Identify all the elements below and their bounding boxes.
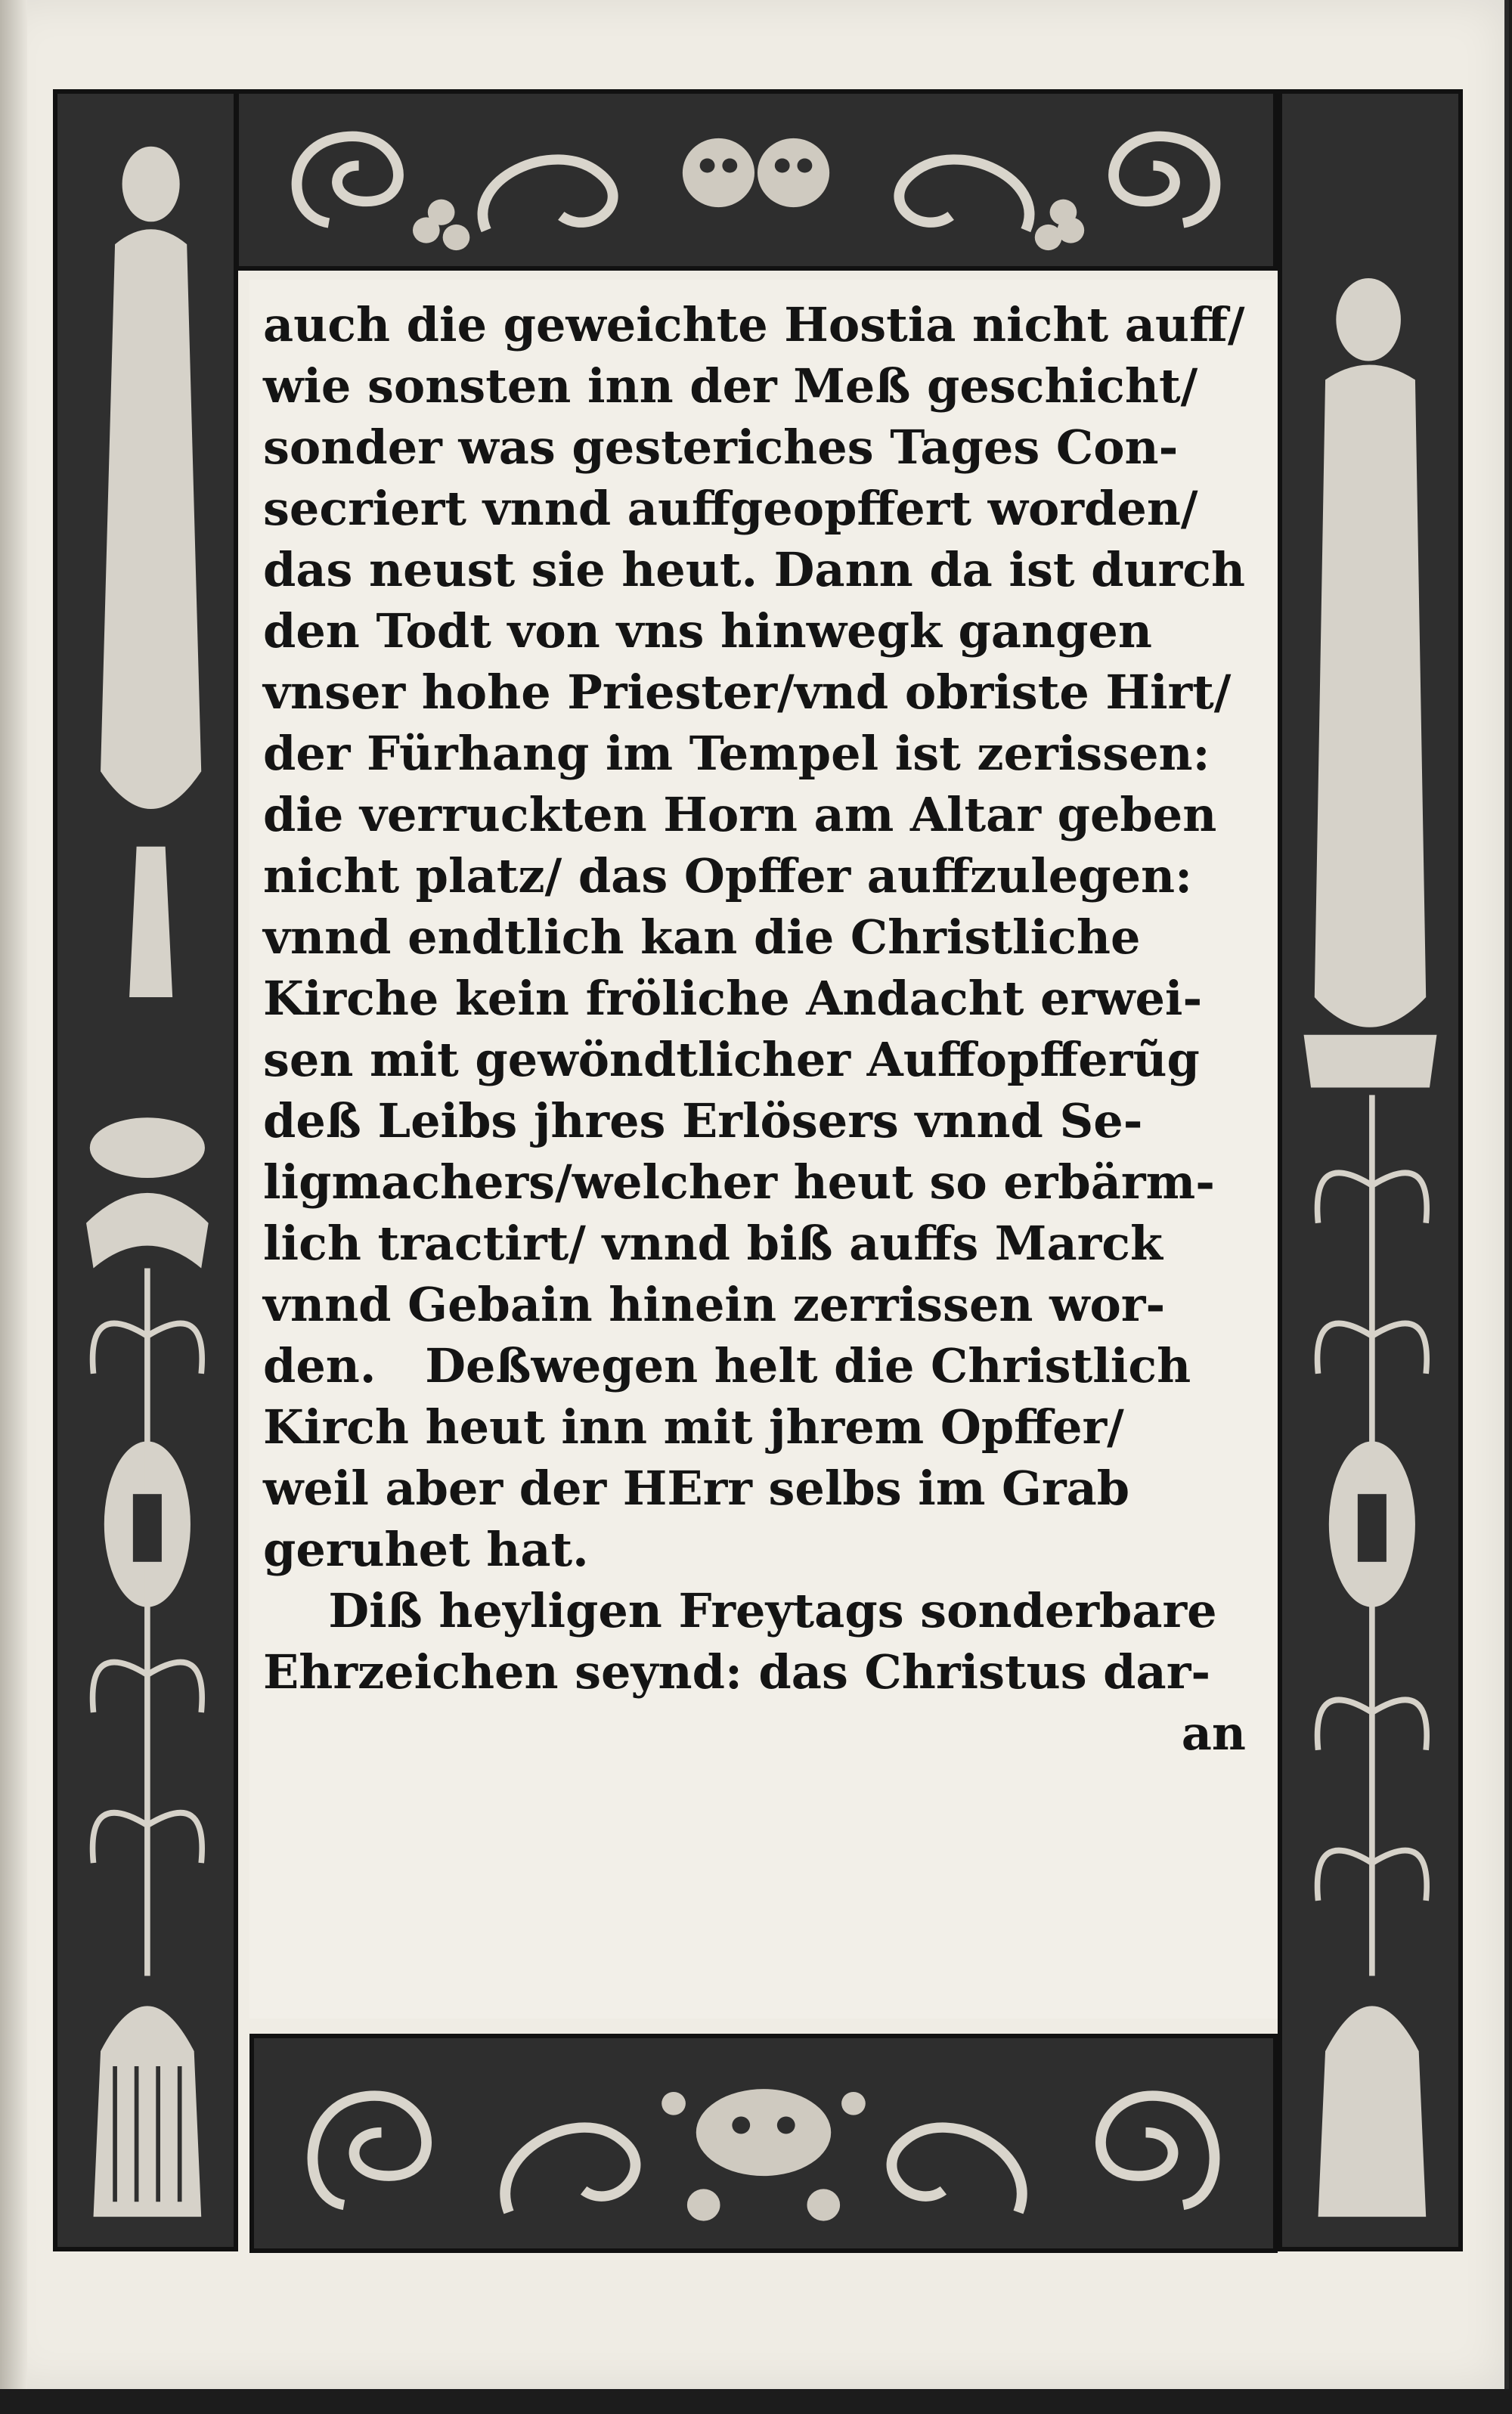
- figure-ornament-left: [57, 94, 234, 2247]
- left-ornament-border: [53, 89, 238, 2251]
- text-line: weil aber der HErr selbs im Grab: [263, 1461, 1130, 1516]
- text-line: Kirche kein fröliche Andacht erwei-: [263, 971, 1203, 1026]
- text-line: wie sonsten inn der Meß geschicht/: [263, 358, 1198, 414]
- text-line: sonder was gesteriches Tages Con-: [263, 420, 1179, 475]
- text-line: Ehrzeichen seynd: das Christus dar-: [263, 1644, 1211, 1700]
- text-block: [249, 280, 1278, 2019]
- text-line: die verruckten Horn am Altar geben: [263, 787, 1217, 842]
- scroll-ornament-top: [239, 94, 1273, 266]
- text-line: den Todt von vns hinwegk gangen: [263, 603, 1152, 659]
- text-line: Diß heyligen Freytags sonderbare: [263, 1583, 1217, 1638]
- text-line: nicht platz/ das Opffer auffzulegen:: [263, 848, 1192, 903]
- text-line: auch die geweichte Hostia nicht auff/: [263, 297, 1245, 352]
- text-line: secriert vnnd auffgeopffert worden/: [263, 481, 1198, 536]
- page-gutter: [0, 0, 27, 2389]
- text-line: der Fürhang im Tempel ist zerissen:: [263, 726, 1210, 781]
- scroll-ornament-bottom: [254, 2038, 1273, 2248]
- text-line: deß Leibs jhres Erlösers vnnd Se-: [263, 1093, 1143, 1148]
- text-line: vnnd Gebain hinein zerrissen wor-: [263, 1277, 1166, 1332]
- text-line: vnnd endtlich kan die Christliche: [263, 910, 1141, 965]
- catchword: an: [1181, 1706, 1246, 1761]
- figure-ornament-right: [1282, 94, 1458, 2247]
- text-line: Kirch heut inn mit jhrem Opffer/: [263, 1399, 1124, 1455]
- text-line: sen mit gewöndtlicher Auffopfferũg: [263, 1032, 1200, 1087]
- text-line: geruhet hat.: [263, 1522, 589, 1577]
- text-line: vnser hohe Priester/vnd obriste Hirt/: [263, 665, 1232, 720]
- right-ornament-border: [1278, 89, 1463, 2251]
- bottom-ornament-border: [249, 2034, 1278, 2253]
- text-line: den. Deßwegen helt die Christlich: [263, 1338, 1191, 1393]
- text-line: ligmachers/welcher heut so erbärm-: [263, 1154, 1215, 1210]
- text-line: lich tractirt/ vnnd biß auffs Marck: [263, 1216, 1163, 1271]
- top-ornament-border: [234, 89, 1278, 271]
- text-line: das neust sie heut. Dann da ist durch: [263, 542, 1246, 597]
